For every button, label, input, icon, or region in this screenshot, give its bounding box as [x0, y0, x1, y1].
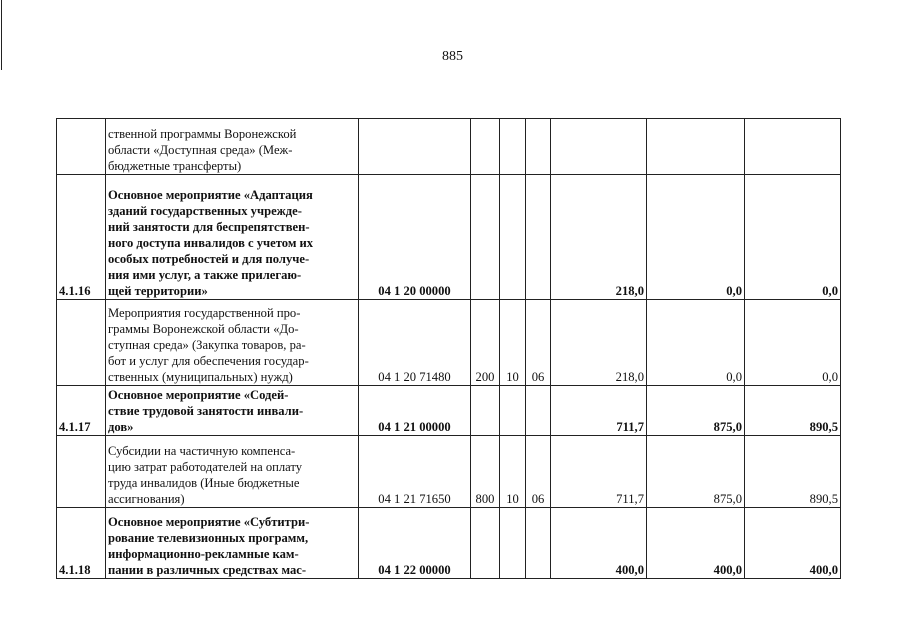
amount-cell-3: 890,5 — [745, 386, 841, 436]
description-line: ственных (муниципальных) нужд) — [108, 370, 293, 384]
expense-type-cell — [471, 386, 500, 436]
amount-cell-2: 875,0 — [647, 436, 745, 508]
amount-cell-1: 218,0 — [551, 175, 647, 300]
description-line: рование телевизионных программ, — [108, 531, 309, 545]
amount-cell-2: 400,0 — [647, 508, 745, 579]
description-line: ассигнования) — [108, 492, 185, 506]
description-line: труда инвалидов (Иные бюджетные — [108, 476, 300, 490]
description-cell — [106, 508, 359, 579]
description-line: дов» — [108, 420, 134, 434]
table-row — [57, 300, 841, 386]
description-line: Основное мероприятие «Содей- — [108, 388, 289, 402]
description-line: щей территории» — [108, 284, 208, 298]
description-line: области «Доступная среда» (Меж- — [108, 143, 293, 157]
table-row — [57, 175, 841, 300]
amount-cell-2 — [647, 119, 745, 175]
amount-cell-3: 0,0 — [745, 175, 841, 300]
budget-code-cell: 04 1 20 71480 — [359, 300, 471, 386]
table-row — [57, 119, 841, 175]
description-line: пании в различных средствах мас- — [108, 563, 307, 577]
description-line: особых потребностей и для получе- — [108, 252, 310, 266]
amount-cell-2: 875,0 — [647, 386, 745, 436]
description-cell — [106, 119, 359, 175]
description-line: граммы Воронежской области «До- — [108, 322, 299, 336]
description-line: ступная среда» (Закупка товаров, ра- — [108, 338, 306, 352]
section-cell — [500, 508, 526, 579]
section-cell: 10 — [500, 436, 526, 508]
amount-cell-3: 890,5 — [745, 436, 841, 508]
budget-code-cell: 04 1 20 00000 — [359, 175, 471, 300]
budget-code-cell: 04 1 21 71650 — [359, 436, 471, 508]
budget-code-cell: 04 1 22 00000 — [359, 508, 471, 579]
amount-cell-3 — [745, 119, 841, 175]
subsection-cell — [526, 386, 551, 436]
amount-cell-3: 0,0 — [745, 300, 841, 386]
table-body — [57, 119, 841, 579]
expense-type-cell: 800 — [471, 436, 500, 508]
amount-cell-2: 0,0 — [647, 175, 745, 300]
subsection-cell: 06 — [526, 436, 551, 508]
description-line: Субсидии на частичную компенса- — [108, 444, 296, 458]
description-cell — [106, 436, 359, 508]
section-cell — [500, 175, 526, 300]
description-line: зданий государственных учрежде- — [108, 204, 302, 218]
page-number: 885 — [442, 49, 463, 64]
description-cell — [106, 175, 359, 300]
amount-cell-1: 218,0 — [551, 300, 647, 386]
description-cell — [106, 300, 359, 386]
row-number-cell — [57, 436, 106, 508]
amount-cell-1 — [551, 119, 647, 175]
subsection-cell: 06 — [526, 300, 551, 386]
row-number-cell: 4.1.17 — [57, 386, 106, 436]
expense-type-cell — [471, 175, 500, 300]
table-row — [57, 508, 841, 579]
description-line: ния ими услуг, а также прилегаю- — [108, 268, 302, 282]
description-line: Основное мероприятие «Адаптация — [108, 188, 313, 202]
amount-cell-1: 711,7 — [551, 436, 647, 508]
subsection-cell — [526, 175, 551, 300]
description-line: ственной программы Воронежской — [108, 127, 297, 141]
section-cell: 10 — [500, 300, 526, 386]
description-cell — [106, 386, 359, 436]
amount-cell-3: 400,0 — [745, 508, 841, 579]
subsection-cell — [526, 119, 551, 175]
description-line: ствие трудовой занятости инвали- — [108, 404, 304, 418]
description-line: информационно-рекламные кам- — [108, 547, 299, 561]
description-line: ного доступа инвалидов с учетом их — [108, 236, 314, 250]
row-number-cell: 4.1.16 — [57, 175, 106, 300]
description-line: бот и услуг для обеспечения государ- — [108, 354, 309, 368]
subsection-cell — [526, 508, 551, 579]
row-number-cell: 4.1.18 — [57, 508, 106, 579]
section-cell — [500, 119, 526, 175]
budget-code-cell: 04 1 21 00000 — [359, 386, 471, 436]
table-row — [57, 386, 841, 436]
description-line: ний занятости для беспрепятствен- — [108, 220, 310, 234]
amount-cell-1: 711,7 — [551, 386, 647, 436]
expense-type-cell — [471, 508, 500, 579]
description-line: цию затрат работодателей на оплату — [108, 460, 303, 474]
budget-code-cell — [359, 119, 471, 175]
amount-cell-2: 0,0 — [647, 300, 745, 386]
table-row — [57, 436, 841, 508]
budget-table — [56, 118, 841, 579]
section-cell — [500, 386, 526, 436]
description-line: Мероприятия государственной про- — [108, 306, 301, 320]
description-line: Основное мероприятие «Субтитри- — [108, 515, 310, 529]
amount-cell-1: 400,0 — [551, 508, 647, 579]
description-line: бюджетные трансферты) — [108, 159, 242, 173]
row-number-cell — [57, 300, 106, 386]
expense-type-cell — [471, 119, 500, 175]
expense-type-cell: 200 — [471, 300, 500, 386]
row-number-cell — [57, 119, 106, 175]
